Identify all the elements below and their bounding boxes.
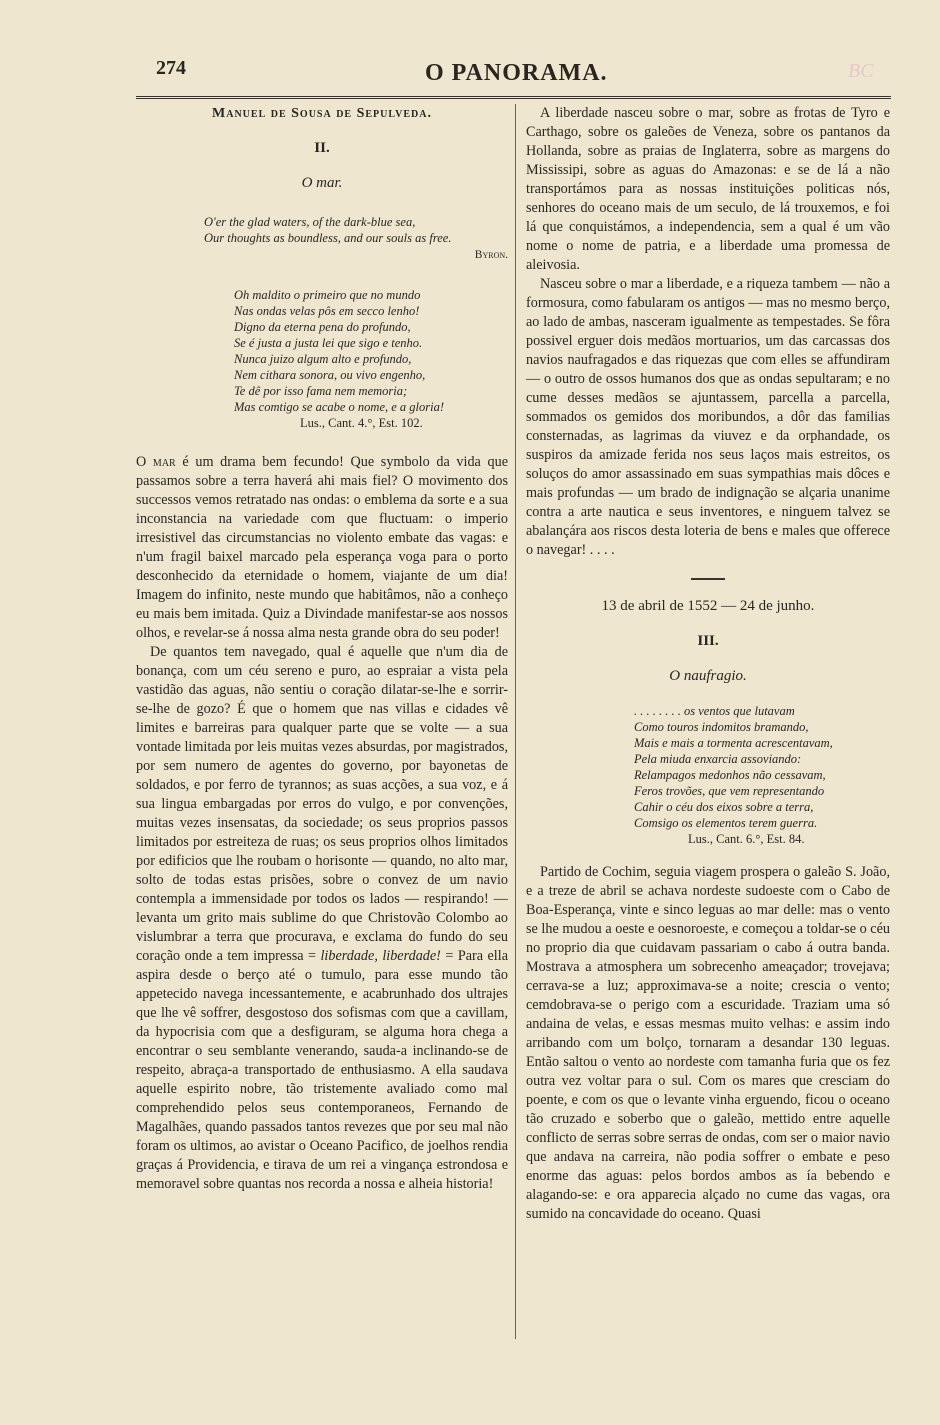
epigraph-line: Mas comtigo se acabe o nome, e a gloria! — [234, 400, 445, 414]
paragraph — [136, 453, 508, 643]
epigraph-reference: Lus., Cant. 4.°, Est. 102. — [300, 416, 423, 430]
epigraph-line: Feros trovões, que vem representando — [634, 784, 825, 798]
epigraph-line: Cahir o céu dos eixos sobre a terra, — [634, 800, 814, 814]
drop-words: O mar — [136, 454, 176, 470]
library-stamp: BC — [848, 60, 874, 82]
epigraph-byron — [136, 214, 508, 263]
page-number: 274 — [156, 57, 186, 79]
section-heading: Manuel de Sousa de Sepulveda. — [212, 106, 432, 121]
epigraph-reference: Lus., Cant. 6.°, Est. 84. — [688, 832, 805, 846]
paragraph: A liberdade nasceu sobre o mar, sobre as frotas de Tyro e Carthago, sobre os galeões de Veneza, sobre os pantanos da Hollanda, sobre as praias de Inglaterra, sobre as margens do Mississipi, sobre as aguas do Amazonas: e se de lá a não transportámos para as nossas instituições politicas nós, senhores do oceano mais de um seculo, de lá trouxemos, e foi lá que conquistámos, a independencia, sem a qual é um vão nome o nome de patria, e a liberdade uma promessa de aleivosia. — [526, 105, 890, 273]
section-divider — [691, 578, 725, 580]
epigraph-line: Nem cithara sonora, ou vivo engenho, — [234, 368, 426, 382]
part-title: O naufragio. — [669, 668, 747, 684]
epigraph-line: Se é justa a justa lei que sigo e tenho. — [234, 336, 423, 350]
paragraph: Nasceu sobre o mar a liberdade, e a riqueza tambem — não a formosura, como fabularam os antigos — mas no mesmo berço, ao lado de ambas, nasceram igualmente as tempestades. Se fôra possivel erguer dois medãos mortuarios, um das carcassas dos navios naufragados e das riquezas que com elles se affundiram — o outro de ossos humanos dos que as ondas sepultaram; e no cume desses medãos se ajuntassem, parcella a parcella, sommados os gemidos dos moribundos, a dôr das familias consternadas, as lagrimas da viuvez e da orphandade, os suspiros da amizade ferida nos seus laços mais estreitos, os soluços do amor assassinado em suas sympathias mais dôces e mais profundas — um brado de indignação se alçaria unanime contra a arte nautica e seus inventores, e ninguem talvez se abalançára aos riscos desta loteria de bens e males que offerece o navegar! . . . . — [526, 276, 890, 558]
epigraph-line: Mais e mais a tormenta acrescentavam, — [634, 736, 833, 750]
epigraph-naufragio — [526, 703, 890, 847]
emphasis-text: liberdade, liberdade! — [320, 948, 441, 964]
right-column — [526, 104, 890, 1224]
article-body-right-2 — [526, 863, 890, 1224]
header-rule — [136, 96, 891, 99]
epigraph-line: Our thoughts as boundless, and our souls as free. — [204, 231, 452, 245]
part-title: O mar. — [301, 175, 343, 191]
epigraph-line: . . . . . . . . os ventos que lutavam — [634, 704, 795, 718]
epigraph-line: O'er the glad waters, of the dark-blue sea, — [204, 215, 416, 229]
epigraph-line: Digno da eterna pena do profundo, — [234, 320, 411, 334]
epigraph-line: Pela miuda enxarcia assoviando: — [634, 752, 802, 766]
paragraph — [136, 643, 508, 1194]
column-divider — [515, 104, 516, 1339]
epigraph-line: Relampagos medonhos não cessavam, — [634, 768, 826, 782]
paragraph: Partido de Cochim, seguia viagem prospera o galeão S. João, e a treze de abril se achava nordeste sudoeste com o Cabo de Boa-Esperança, vinte e sinco leguas ao mar delle: mas o vento se lhe mudou a oeste e oesnoroeste, e começou a toldar-se o céu no proprio dia que cuidavam passariam o cabo á outra banda. Mostrava a atmosphera um sobrecenho ameaçador; trovejava; cerrava-se a luz; approximava-se a noite; crescia o vento; cemdobrava-se o perigo com a escuridade. Traziam uma só andaina de velas, e essas mesmas muito velhas: e assim indo arribando com um bolço, tornaram a desandar 130 leguas. Então saltou o vento ao nordeste com tamanha furia que os fez outra vez voltar para o sul. Com os mares que cresciam do poente, e com os que o levante vinha erguendo, ficou o oceano tão cruzado e soberbo que o galeão, mettido entre aquelle conflicto de serras sobre serras de ondas, com ser o maior navio que andava na carreira, não podia soffrer o embate e peso enorme das aguas: pelos bordos ambos as ía bebendo e alagando-se: e ora apparecia alçado no cume das vagas, ora sumido na concavidade do oceano. Quasi — [526, 864, 890, 1222]
section-date: 13 de abril de 1552 — 24 de junho. — [601, 598, 815, 614]
paragraph-text: De quantos tem navegado, qual é aquelle que n'um dia de bonança, com um céu sereno e puro, ao espraiar a vista pela vastidão das aguas, não sentiu o coração dilatar-se-lhe e sorrir-se-lhe de gozo? É que o homem que nas villas e cidades vê limites e barreiras para qualquer parte que se volte — a sua vontade limitada por leis muitas vezes absurdas, por magistrados, por sem numero de agentes do governo, por bayonetas de soldados, e por ferro de tyrannos; as suas acções, a sua voz, e á sua lingua embargadas por erros do vulgo, e por convenções, muitas vezes insensatas, da sociedade; os seus proprios passos limitados por estreiteza de ruas; os seus proprios olhos limitados por edificios que lhe roubam o horisonte — quando, no alto mar, solto de todas estas prisões, sobre o convez de um navio contempla a immensidade por todos os lados — respirando! — levanta um grito mais sublime do que Christovão Colombo ao vislumbrar a terra que procurava, e exclama do fundo do seu coração onde a tem impressa = — [136, 644, 508, 964]
paragraph-text: = Para ella aspira desde o berço até o tumulo, para esse mundo tão appetecido navega incessantemente, e acabrunhado dos ultrajes que lhe vê soffrer, desgostoso dos sofismas com que a cavillam, da hypocrisia com que a desfiguram, se alguma hora chega a encontrar o seu semblante venerando, sauda-a inclinando-se de respeito, abraça-a transportado de enthusiasmo. A ella saudava aquelle espirito nobre, tão tristemente avaliado como mal comprehendido pelos seus contemporaneos, Fernando de Magalhães, quando passados tantos revezes que por seu mal não foram os ultimos, ao avistar o Oceano Pacifico, de joelhos rendia graças á Providencia, e tirava de um rei a vingança estrondosa e memoravel sobre quantas nos recorda a nossa e alheia historia! — [136, 948, 508, 1192]
article-body-left — [136, 453, 508, 1194]
epigraph-line: Oh maldito o primeiro que no mundo — [234, 288, 421, 302]
journal-title: O PANORAMA. — [425, 60, 608, 86]
left-column — [136, 104, 508, 1194]
epigraph-line: Nas ondas velas pôs em secco lenho! — [234, 304, 420, 318]
epigraph-line: Te dê por isso fama nem memoria; — [234, 384, 408, 398]
paragraph-text: é um drama bem fecundo! Que symbolo da vida que passamos sobre a terra haverá ahi mais fiel? O movimento dos successos vemos retratado nas ondas: o emblema da sorte e a sua inconstancia na variedade com que fluctuam: o imperio irresistivel das circumstancias no violento embate das vagas: e n'um fragil baixel marcado pela esperança voga para o porto desconhecido da eternidade o homem, viajante de um dia! Imagem do infinito, neste mundo que habitâmos, não a conheço eu mais bem imitada. Quiz a Divindade manifestar-se aos nossos olhos, e revelar-se á nossa alma nesta grande obra do seu poder! — [136, 454, 509, 641]
epigraph-attribution: Byron. — [474, 249, 508, 261]
article-body-right — [526, 104, 890, 560]
part-numeral: III. — [697, 633, 719, 649]
epigraph-line: Comsigo os elementos terem guerra. — [634, 816, 818, 830]
part-numeral: II. — [314, 140, 330, 156]
epigraph-lusiadas — [136, 287, 508, 431]
epigraph-line: Nunca juizo algum alto e profundo, — [234, 352, 412, 366]
epigraph-line: Como touros indomitos bramando, — [634, 720, 809, 734]
